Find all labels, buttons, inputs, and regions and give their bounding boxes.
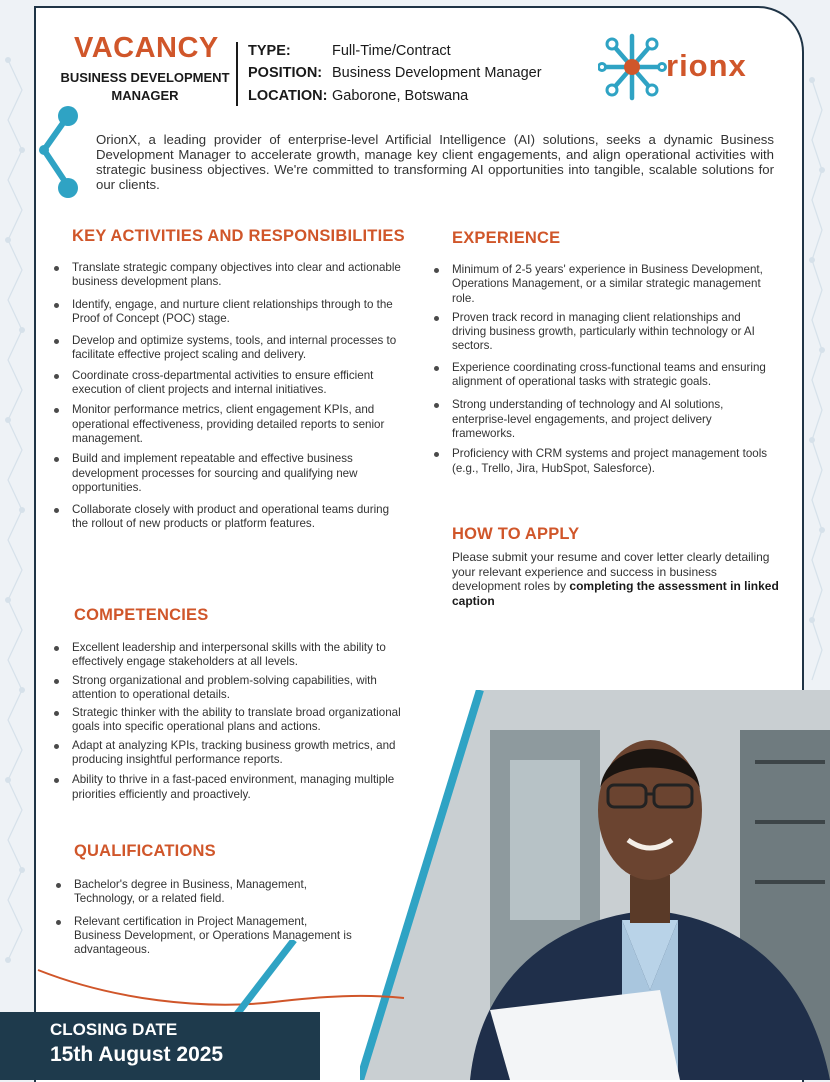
list-item: Proficiency with CRM systems and project management tools (e.g., Trello, Jira, HubSpot, Salesforce).	[432, 447, 772, 476]
apply-bold-text: completing the assessment in linked caption	[452, 579, 779, 608]
list-item: Build and implement repeatable and effective business development processes for sourcing and qualifying new opportunities.	[52, 452, 402, 495]
meta-value: Business Development Manager	[332, 65, 542, 81]
meta-position	[248, 65, 542, 81]
list-item: Excellent leadership and interpersonal skills with the ability to effectively engage stakeholders at all levels.	[52, 641, 414, 670]
how-to-apply-text	[452, 550, 782, 608]
closing-date-value: 15th August 2025	[50, 1043, 224, 1066]
list-item: Strong organizational and problem-solving capabilities, with attention to operational details.	[52, 674, 414, 703]
list-item: Strategic thinker with the ability to translate broad organizational goals into specific operational plans and actions.	[52, 706, 414, 735]
list-item: Strong understanding of technology and AI solutions, enterprise-level engagements, and project delivery frameworks.	[432, 398, 772, 441]
meta-value: Gaborone, Botswana	[332, 88, 469, 104]
vacancy-title: VACANCY	[74, 32, 219, 64]
logo-text: rionx	[666, 48, 747, 83]
meta-key: POSITION:	[248, 65, 323, 81]
experience-title: EXPERIENCE	[452, 229, 561, 247]
list-item: Collaborate closely with product and operational teams during the rollout of new products or platform features.	[52, 503, 402, 532]
list-item: Coordinate cross-departmental activities to ensure efficient execution of client projects and internal initiatives.	[52, 369, 402, 398]
list-item: Minimum of 2-5 years' experience in Business Development, Operations Management, or a similar strategic management role.	[432, 263, 772, 306]
meta-key: TYPE:	[248, 43, 291, 59]
list-item: Relevant certification in Project Management, Business Development, or Operations Management is advantageous.	[54, 915, 354, 958]
list-item: Monitor performance metrics, client engagement KPIs, and operational effectiveness, providing detailed reports to senior management.	[52, 403, 402, 446]
list-item: Experience coordinating cross-functional teams and ensuring alignment of operational tasks with strategic goals.	[432, 361, 772, 390]
header-divider	[236, 42, 238, 106]
key-activities-list	[52, 261, 402, 532]
list-item: Develop and optimize systems, tools, and internal processes to facilitate effective project scaling and delivery.	[52, 334, 402, 363]
apply-text: Please submit your resume and cover letter clearly detailing your relevant experience and success in business development roles by	[452, 550, 770, 593]
experience-list	[432, 263, 772, 476]
list-item: Identify, engage, and nurture client relationships through to the Proof of Concept (POC) stage.	[52, 298, 402, 327]
key-activities-title: KEY ACTIVITIES AND RESPONSIBILITIES	[72, 227, 405, 245]
meta-key: LOCATION:	[248, 88, 328, 104]
competencies-title: COMPETENCIES	[74, 606, 209, 624]
vacancy-subtitle-line1: BUSINESS DEVELOPMENT	[60, 70, 230, 85]
list-item: Proven track record in managing client relationships and driving business growth, particularly within technology or AI sectors.	[432, 311, 772, 354]
closing-date-label: CLOSING DATE	[50, 1020, 178, 1039]
qualifications-title: QUALIFICATIONS	[74, 842, 216, 860]
molecule-decoration-icon	[34, 100, 84, 210]
decorative-swoosh	[34, 940, 414, 1020]
meta-type	[248, 43, 451, 59]
meta-location	[248, 88, 468, 104]
list-item: Ability to thrive in a fast-paced environment, managing multiple priorities efficiently and proactively.	[52, 773, 414, 802]
intro-paragraph: OrionX, a leading provider of enterprise-level Artificial Intelligence (AI) solutions, seeks a dynamic Business Development Manager to accelerate growth, manage key client engagements, and align operational activities with strategic business objectives. We're committed to transforming AI opportunities into tangible, scalable solutions for our clients.	[96, 132, 774, 192]
meta-value: Full-Time/Contract	[332, 43, 451, 59]
how-to-apply-title: HOW TO APPLY	[452, 525, 580, 543]
list-item: Adapt at analyzing KPIs, tracking business growth metrics, and producing insightful performance reports.	[52, 739, 414, 768]
professional-photo	[360, 690, 830, 1080]
vacancy-subtitle-line2: MANAGER	[111, 88, 179, 103]
list-item: Translate strategic company objectives into clear and actionable business development plans.	[52, 261, 402, 290]
list-item: Bachelor's degree in Business, Management, Technology, or a related field.	[54, 878, 354, 907]
